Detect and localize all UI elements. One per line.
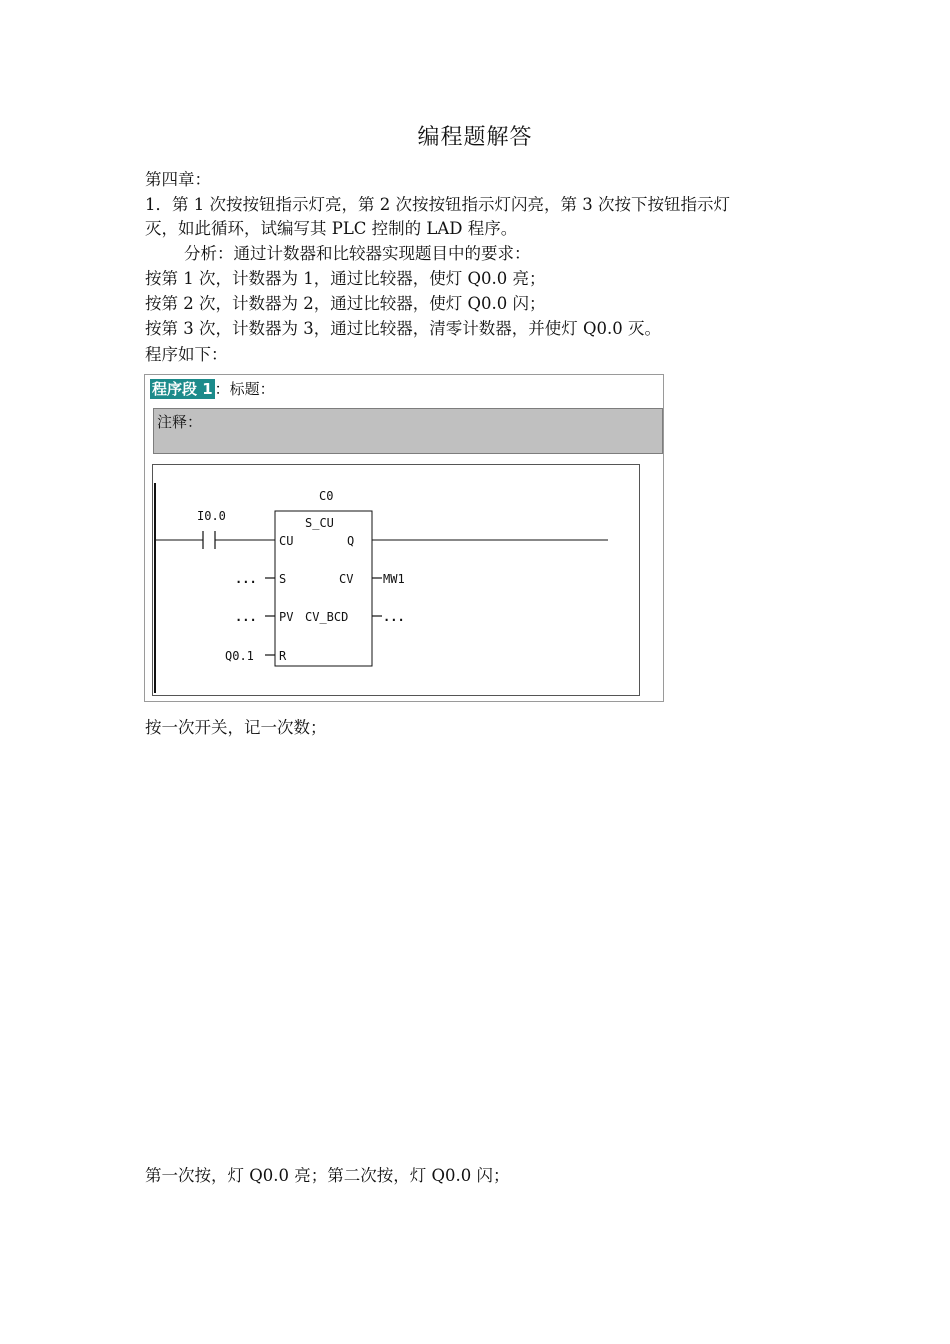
cv-bcd-output-value: ... <box>383 610 405 624</box>
pin-pv: PV <box>279 610 294 624</box>
ladder-diagram <box>153 465 639 695</box>
ladder-frame <box>152 464 640 696</box>
question-line-1: 1．第 1 次按按钮指示灯亮，第 2 次按按钮指示灯闪亮，第 3 次按下按钮指示灯 <box>145 195 730 214</box>
pin-q: Q <box>347 534 355 548</box>
comment-label: 注释： <box>157 413 203 431</box>
caption-first-second: 第一次按，灯 Q0.0 亮；第二次按，灯 Q0.0 闪； <box>145 1166 510 1185</box>
pin-cv-bcd: CV_BCD <box>305 610 349 624</box>
pv-input-value: ... <box>235 610 257 624</box>
step-line-2: 按第 2 次，计数器为 2，通过比较器，使灯 Q0.0 闪； <box>145 294 546 313</box>
chapter-heading: 第四章： <box>145 170 211 189</box>
network-label[interactable]: 程序段 1 <box>152 380 213 398</box>
s-input-value: ... <box>235 572 257 586</box>
question-line-2: 灭，如此循环，试编写其 PLC 控制的 LAD 程序。 <box>145 219 518 238</box>
comment-box[interactable] <box>153 408 663 454</box>
network-header <box>150 378 275 402</box>
cv-output-value: MW1 <box>383 572 405 586</box>
network-title-label: ：标题： <box>214 380 275 398</box>
pin-s: S <box>279 572 287 586</box>
page-title: 编程题解答 <box>417 125 533 150</box>
ladder-network-panel <box>144 374 664 702</box>
counter-name: C0 <box>319 489 334 503</box>
r-input-value: Q0.1 <box>225 649 254 663</box>
step-line-3: 按第 3 次，计数器为 3，通过比较器，清零计数器，并使灯 Q0.0 灭。 <box>145 319 661 338</box>
analysis-line: 分析：通过计数器和比较器实现题目中的要求： <box>184 244 531 263</box>
pin-cv: CV <box>339 572 354 586</box>
pin-r: R <box>279 649 287 663</box>
contact-address: I0.0 <box>197 509 226 523</box>
program-intro: 程序如下： <box>145 345 228 364</box>
caption-count: 按一次开关，记一次数； <box>145 718 327 737</box>
pin-cu: CU <box>279 534 294 548</box>
block-type: S_CU <box>305 516 334 530</box>
step-line-1: 按第 1 次，计数器为 1，通过比较器，使灯 Q0.0 亮； <box>145 269 546 288</box>
